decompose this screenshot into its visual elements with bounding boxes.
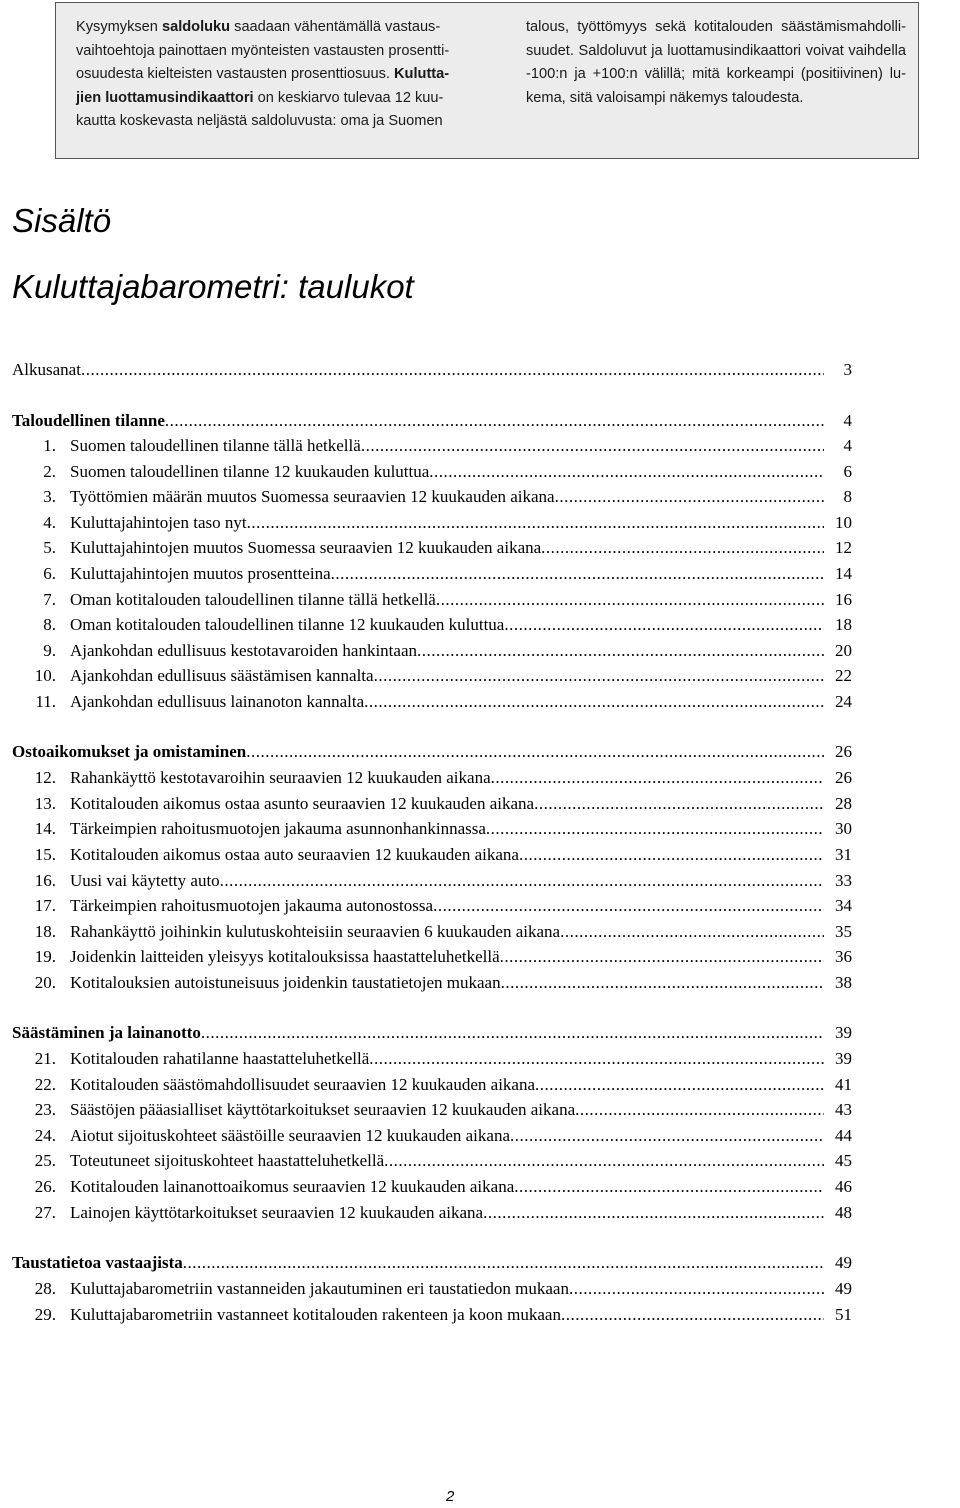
toc-entry[interactable] — [12, 818, 852, 840]
page-number: 2 — [446, 1488, 455, 1505]
toc-entry[interactable] — [12, 1125, 852, 1147]
toc-dot-leader — [569, 1278, 824, 1300]
info-box-text: on keskiarvo tulevaa 12 kuu- — [253, 89, 444, 106]
toc-entry-page: 33 — [835, 871, 852, 890]
toc-entry[interactable] — [12, 1278, 852, 1300]
toc-entry-number: 18. — [34, 922, 56, 941]
toc-entry-title: Säästäminen ja lainanotto — [12, 1023, 201, 1042]
toc-dot-leader — [201, 1022, 824, 1044]
toc-entry-number: 22. — [34, 1075, 56, 1094]
toc-entry-page: 43 — [835, 1100, 852, 1119]
toc-entry-title: Aiotut sijoituskohteet säästöille seuraavien 12 kuukauden aikana — [70, 1126, 510, 1145]
toc-entry-page: 39 — [835, 1023, 852, 1042]
toc-entry-page: 12 — [835, 538, 852, 557]
toc-entry-page: 4 — [843, 436, 852, 455]
toc-dot-leader — [491, 767, 824, 789]
toc-dot-leader — [246, 741, 824, 763]
toc-entry-page: 51 — [835, 1305, 852, 1324]
toc-entry[interactable] — [12, 563, 852, 585]
info-box-line — [76, 87, 476, 111]
toc-section-entry[interactable] — [12, 1022, 852, 1044]
toc-entry-page: 8 — [843, 487, 852, 506]
toc-entry-number: 16. — [34, 871, 56, 890]
toc-entry-number: 27. — [34, 1203, 56, 1222]
info-box — [55, 2, 919, 159]
toc-dot-leader — [500, 946, 824, 968]
toc-entry-title: Kotitalouden rahatilanne haastatteluhetkellä — [70, 1049, 370, 1068]
toc-dot-leader — [429, 461, 824, 483]
toc-entry[interactable] — [12, 512, 852, 534]
toc-entry[interactable] — [12, 1150, 852, 1172]
toc-entry-number: 4. — [43, 513, 56, 532]
toc-dot-leader — [501, 972, 824, 994]
toc-entry-title: Kotitalouden aikomus ostaa asunto seuraavien 12 kuukauden aikana — [70, 794, 535, 813]
toc-dot-leader — [433, 895, 824, 917]
toc-entry-page: 28 — [835, 794, 852, 813]
toc-dot-leader — [417, 640, 824, 662]
toc-entry-page: 24 — [835, 692, 852, 711]
toc-entry-page: 10 — [835, 513, 852, 532]
toc-entry-title: Kotitalouden lainanottoaikomus seuraavien 12 kuukauden aikana — [70, 1177, 515, 1196]
toc-dot-leader — [483, 1202, 824, 1224]
toc-entry-number: 6. — [43, 564, 56, 583]
toc-entry-page: 39 — [835, 1049, 852, 1068]
info-box-line: -100:n ja +100:n välillä; mitä korkeampi (positiivinen) lu- — [526, 66, 906, 82]
toc-dot-leader — [81, 359, 824, 381]
toc-dot-leader — [534, 793, 824, 815]
toc-entry-number: 28. — [34, 1279, 56, 1298]
toc-entry-number: 5. — [43, 538, 56, 557]
toc-dot-leader — [220, 870, 824, 892]
toc-entry[interactable] — [12, 640, 852, 662]
toc-entry-page: 26 — [835, 768, 852, 787]
toc-entry-page: 26 — [835, 742, 852, 761]
toc-entry-title: Ajankohdan edullisuus säästämisen kannalta — [70, 666, 374, 685]
toc-entry-number: 2. — [43, 462, 56, 481]
toc-dot-leader — [561, 1304, 824, 1326]
toc-entry-title: Joidenkin laitteiden yleisyys kotitalouksissa haastatteluhetkellä — [70, 947, 500, 966]
toc-entry-number: 24. — [34, 1126, 56, 1145]
toc-entry-page: 41 — [835, 1075, 852, 1094]
toc-dot-leader — [374, 665, 824, 687]
toc-entry-page: 16 — [835, 590, 852, 609]
info-box-text: saadaan vähentämällä vastaus- — [230, 19, 441, 35]
toc-dot-leader — [560, 921, 824, 943]
toc-entry[interactable] — [12, 665, 852, 687]
toc-entry-page: 44 — [835, 1126, 852, 1145]
toc-entry[interactable] — [12, 895, 852, 917]
toc-entry-page: 49 — [835, 1279, 852, 1298]
toc-entry-title: Rahankäyttö kestotavaroihin seuraavien 12 kuukauden aikana — [70, 768, 491, 787]
toc-entry[interactable] — [12, 921, 852, 943]
toc-entry-number: 11. — [35, 692, 56, 711]
toc-entry[interactable] — [12, 946, 852, 968]
toc-entry[interactable] — [12, 793, 852, 815]
toc-entry-number: 7. — [43, 590, 56, 609]
toc-dot-leader — [504, 614, 824, 636]
info-box-bold-term: Kulutta- — [394, 66, 450, 82]
toc-entry[interactable] — [12, 1304, 852, 1326]
toc-entry-number: 15. — [34, 845, 56, 864]
toc-entry-number: 3. — [43, 487, 56, 506]
toc-entry-page: 34 — [835, 896, 852, 915]
info-box-line — [76, 63, 476, 87]
toc-entry-title: Tärkeimpien rahoitusmuotojen jakauma autonostossa — [70, 896, 434, 915]
toc-entry-number: 1. — [43, 436, 56, 455]
toc-entry-title: Ajankohdan edullisuus lainanoton kannalta — [70, 692, 365, 711]
section-title: Kuluttajabarometri: taulukot — [12, 268, 414, 305]
toc-dot-leader — [364, 691, 824, 713]
toc-entry[interactable] — [12, 461, 852, 483]
toc-dot-leader — [165, 410, 824, 432]
info-box-text: kautta koskevasta neljästä saldoluvusta: oma ja Suomen — [76, 113, 443, 129]
toc-entry-page: 6 — [843, 462, 852, 481]
toc-dot-leader — [436, 589, 824, 611]
toc-entry-title: Toteutuneet sijoituskohteet haastatteluhetkellä — [70, 1151, 385, 1170]
toc-entry-title: Kuluttajabarometriin vastanneiden jakautuminen eri taustatiedon mukaan — [70, 1279, 569, 1298]
toc-section-entry[interactable] — [12, 1252, 852, 1274]
toc-entry-number: 17. — [34, 896, 56, 915]
toc-entry-page: 48 — [835, 1203, 852, 1222]
toc-entry[interactable] — [12, 614, 852, 636]
toc-entry-number: 12. — [34, 768, 56, 787]
toc-entry-number: 13. — [34, 794, 56, 813]
toc-dot-leader — [514, 1176, 824, 1198]
toc-dot-leader — [369, 1048, 824, 1070]
info-box-column-left — [76, 16, 476, 134]
toc-entry[interactable] — [12, 1048, 852, 1070]
toc-entry-number: 14. — [34, 819, 56, 838]
toc-section-entry[interactable] — [12, 359, 852, 381]
toc-entry[interactable] — [12, 537, 852, 559]
toc-entry-title: Ajankohdan edullisuus kestotavaroiden hankintaan — [70, 641, 417, 660]
toc-dot-leader — [384, 1150, 824, 1172]
toc-entry-number: 20. — [34, 973, 56, 992]
toc-entry-title: Suomen taloudellinen tilanne 12 kuukauden kuluttua — [70, 462, 430, 481]
toc-entry-page: 30 — [835, 819, 852, 838]
toc-dot-leader — [510, 1125, 824, 1147]
toc-dot-leader — [247, 512, 824, 534]
info-box-text: osuudesta kielteisten vastausten prosenttiosuus. — [76, 66, 395, 82]
toc-entry-page: 35 — [835, 922, 852, 941]
toc-entry-page: 49 — [835, 1253, 852, 1272]
toc-entry-page: 4 — [843, 411, 852, 430]
toc-entry-page: 45 — [835, 1151, 852, 1170]
toc-dot-leader — [519, 844, 824, 866]
toc-entry-page: 22 — [835, 666, 852, 685]
toc-entry[interactable] — [12, 972, 852, 994]
toc-entry[interactable] — [12, 691, 852, 713]
toc-entry-number: 19. — [34, 947, 56, 966]
toc-entry[interactable] — [12, 589, 852, 611]
toc-dot-leader — [575, 1099, 824, 1121]
toc-section-entry[interactable] — [12, 410, 852, 432]
toc-entry-title: Rahankäyttö joihinkin kulutuskohteisiin seuraavien 6 kuukauden aikana — [70, 922, 561, 941]
toc-dot-leader — [555, 486, 824, 508]
info-box-line: suudet. Saldoluvut ja luottamusindikaattori voivat vaihdella — [526, 42, 906, 59]
toc-section-entry[interactable] — [12, 741, 852, 763]
info-box-text: Kysymyksen — [76, 19, 162, 35]
toc-entry[interactable] — [12, 435, 852, 457]
toc-entry-title: Uusi vai käytetty auto — [70, 871, 220, 890]
info-box-line — [76, 16, 476, 40]
toc-entry-page: 38 — [835, 973, 852, 992]
contents-heading: Sisältö — [12, 202, 112, 239]
toc-entry-number: 9. — [43, 641, 56, 660]
toc-entry-title: Työttömien määrän muutos Suomessa seuraavien 12 kuukauden aikana — [70, 487, 555, 506]
info-box-text: vaihtoehtoja painottaen myönteisten vastausten prosentti- — [76, 42, 450, 59]
toc-entry-title: Taustatietoa vastaajista — [12, 1253, 183, 1272]
toc-dot-leader — [183, 1252, 824, 1274]
toc-entry-number: 25. — [34, 1151, 56, 1170]
info-box-line: kema, sitä valoisampi näkemys taloudesta. — [526, 89, 804, 106]
toc-entry-title: Kuluttajabarometriin vastanneet kotitalouden rakenteen ja koon mukaan — [70, 1305, 561, 1324]
toc-entry[interactable] — [12, 870, 852, 892]
toc-entry-title: Kotitalouden säästömahdollisuudet seuraavien 12 kuukauden aikana — [70, 1075, 536, 1094]
toc-entry-title: Oman kotitalouden taloudellinen tilanne tällä hetkellä — [70, 590, 436, 609]
toc-dot-leader — [541, 537, 824, 559]
toc-entry-page: 18 — [835, 615, 852, 634]
info-box-line: talous, työttömyys sekä kotitalouden säästämismahdolli- — [526, 19, 906, 35]
toc-entry-title: Kotitalouden aikomus ostaa auto seuraavien 12 kuukauden aikana — [70, 845, 519, 864]
toc-entry[interactable] — [12, 767, 852, 789]
toc-entry[interactable] — [12, 486, 852, 508]
info-box-column-right — [526, 16, 906, 110]
info-box-bold-term: saldoluku — [161, 19, 231, 35]
toc-entry[interactable] — [12, 1074, 852, 1096]
toc-entry-number: 26. — [34, 1177, 56, 1196]
toc-entry[interactable] — [12, 1176, 852, 1198]
info-box-bold-term: jien luottamusindikaattori — [76, 89, 254, 106]
toc-entry-title: Suomen taloudellinen tilanne tällä hetkellä — [70, 436, 361, 455]
toc-entry-title: Alkusanat — [12, 360, 81, 379]
toc-entry-number: 8. — [43, 615, 56, 634]
toc-dot-leader — [361, 435, 824, 457]
toc-entry-title: Kuluttajahintojen muutos Suomessa seuraavien 12 kuukauden aikana — [70, 538, 542, 557]
toc-entry-page: 36 — [835, 947, 852, 966]
toc-entry-number: 29. — [34, 1305, 56, 1324]
toc-entry-title: Ostoaikomukset ja omistaminen — [12, 742, 247, 761]
toc-entry-page: 3 — [843, 360, 852, 379]
toc-entry-number: 23. — [34, 1100, 56, 1119]
toc-entry-title: Lainojen käyttötarkoitukset seuraavien 12 kuukauden aikana — [70, 1203, 484, 1222]
toc-entry-page: 31 — [835, 845, 852, 864]
toc-dot-leader — [535, 1074, 824, 1096]
toc-dot-leader — [331, 563, 824, 585]
toc-entry[interactable] — [12, 1202, 852, 1224]
info-box-line — [76, 40, 476, 64]
info-box-line — [76, 110, 476, 134]
toc-entry-title: Tärkeimpien rahoitusmuotojen jakauma asunnonhankinnassa — [70, 819, 486, 838]
toc-entry-page: 14 — [835, 564, 852, 583]
toc-entry-title: Kuluttajahintojen taso nyt — [70, 513, 247, 532]
toc-entry-page: 20 — [835, 641, 852, 660]
toc-entry[interactable] — [12, 844, 852, 866]
toc-entry-number: 10. — [34, 666, 56, 685]
toc-entry-title: Oman kotitalouden taloudellinen tilanne 12 kuukauden kuluttua — [70, 615, 505, 634]
toc-entry-title: Kotitalouksien autoistuneisuus joidenkin taustatietojen mukaan — [70, 973, 501, 992]
toc-entry-title: Kuluttajahintojen muutos prosentteina — [70, 564, 331, 583]
toc-entry-number: 21. — [34, 1049, 56, 1068]
toc-entry-title: Taloudellinen tilanne — [12, 411, 165, 430]
toc-dot-leader — [486, 818, 824, 840]
toc-entry-page: 46 — [835, 1177, 852, 1196]
toc-entry[interactable] — [12, 1099, 852, 1121]
toc-entry-title: Säästöjen pääasialliset käyttötarkoitukset seuraavien 12 kuukauden aikana — [70, 1100, 576, 1119]
